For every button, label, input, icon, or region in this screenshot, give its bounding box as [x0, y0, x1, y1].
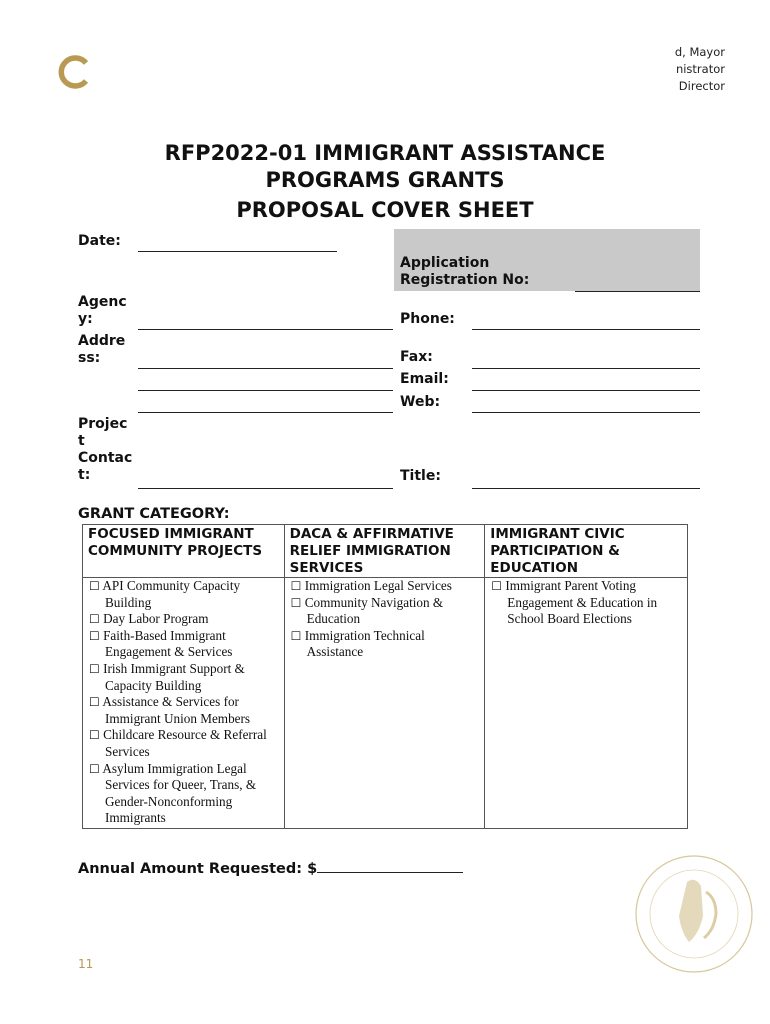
mayor-line: d, Mayor: [674, 45, 725, 59]
title-field[interactable]: [472, 488, 700, 489]
document-subtitle: PROPOSAL COVER SHEET: [236, 198, 534, 222]
email-label: Email:: [400, 371, 449, 387]
title-line-2: PROGRAMS GRANTS: [265, 168, 505, 192]
fax-label: Fax:: [400, 349, 433, 365]
checkbox-item[interactable]: ☐ Irish Immigrant Support & Capacity Building: [89, 660, 245, 693]
title-label: Title:: [400, 468, 441, 484]
checkbox-item[interactable]: ☐ Faith-Based Immigrant Engagement & Services: [89, 627, 233, 660]
checkbox-item[interactable]: ☐ Assistance & Services for Immigrant Union Members: [89, 694, 251, 726]
header-officials: [675, 44, 725, 95]
director-line: Director: [678, 79, 725, 93]
address-label: Addre ss:: [78, 333, 126, 366]
column-header-daca: DACA & AFFIRMATIVE RELIEF IMMIGRATION SERVICES: [284, 525, 485, 578]
registration-label: Application Registration No:: [400, 255, 530, 288]
checkbox-item[interactable]: ☐ Asylum Immigration Legal Services for Queer, Trans, & Gender-Nonconforming Immigrants: [89, 760, 257, 826]
phone-label: Phone:: [400, 311, 455, 327]
administrator-line: nistrator: [675, 62, 725, 76]
address-field-line-3[interactable]: [138, 412, 393, 413]
title-line-1: RFP2022-01 IMMIGRANT ASSISTANCE: [164, 141, 606, 165]
civic-participation-cell: [485, 578, 688, 829]
currency-symbol: $: [307, 861, 318, 877]
checkbox-icon[interactable]: ☐: [89, 628, 100, 643]
document-title: [0, 140, 770, 194]
web-label: Web:: [400, 394, 441, 410]
checkbox-item[interactable]: ☐ Immigrant Parent Voting Engagement & Education in School Board Elections: [491, 578, 658, 627]
checkbox-item[interactable]: ☐ Day Labor Program: [89, 611, 209, 627]
page-number: 11: [78, 957, 94, 971]
address-field-line-2[interactable]: [138, 390, 393, 391]
annual-amount-requested: [78, 859, 463, 877]
checkbox-icon[interactable]: ☐: [89, 761, 100, 776]
checkbox-item[interactable]: ☐ API Community Capacity Building: [89, 578, 241, 610]
checkbox-icon[interactable]: ☐: [290, 595, 302, 610]
phone-field[interactable]: [472, 329, 700, 330]
registration-no-field[interactable]: [575, 291, 700, 292]
column-header-focused: FOCUSED IMMIGRANT COMMUNITY PROJECTS: [83, 525, 285, 578]
grant-table-header-row: [83, 525, 688, 578]
fax-field[interactable]: [472, 368, 700, 369]
focused-projects-cell: [83, 578, 285, 829]
date-field[interactable]: [138, 251, 337, 252]
checkbox-icon[interactable]: ☐: [290, 579, 302, 593]
column-header-civic: IMMIGRANT CIVIC PARTICIPATION & EDUCATION: [485, 525, 688, 578]
agency-label: Agenc y:: [78, 294, 127, 327]
agency-field[interactable]: [138, 329, 393, 330]
project-contact-field[interactable]: [138, 488, 393, 489]
checkbox-item[interactable]: ☐ Community Navigation & Education: [290, 594, 444, 627]
grant-table-body-row: [83, 578, 688, 829]
city-seal-icon: [632, 852, 756, 976]
checkbox-item[interactable]: ☐ Immigration Legal Services: [290, 578, 452, 593]
date-label: Date:: [78, 233, 121, 249]
daca-services-cell: [284, 578, 485, 829]
checkbox-icon[interactable]: ☐: [290, 628, 302, 643]
web-field[interactable]: [472, 412, 700, 413]
amount-field[interactable]: [317, 859, 463, 873]
amount-label: Annual Amount Requested:: [78, 861, 303, 877]
address-field-line-1[interactable]: [138, 368, 393, 369]
checkbox-icon[interactable]: ☐: [491, 579, 503, 593]
checkbox-icon[interactable]: ☐: [89, 661, 100, 676]
city-logo-icon: [56, 54, 92, 90]
checkbox-item[interactable]: ☐ Immigration Technical Assistance: [290, 627, 425, 660]
checkbox-icon[interactable]: ☐: [89, 579, 100, 593]
checkbox-item[interactable]: ☐ Childcare Resource & Referral Services: [89, 727, 267, 759]
email-field[interactable]: [472, 390, 700, 391]
checkbox-icon[interactable]: ☐: [89, 695, 100, 710]
checkbox-icon[interactable]: ☐: [89, 612, 100, 627]
grant-category-table: [82, 524, 688, 829]
grant-category-label: GRANT CATEGORY:: [78, 506, 230, 522]
checkbox-icon[interactable]: ☐: [89, 728, 100, 743]
project-contact-label: Projec t Contac t:: [78, 416, 133, 483]
